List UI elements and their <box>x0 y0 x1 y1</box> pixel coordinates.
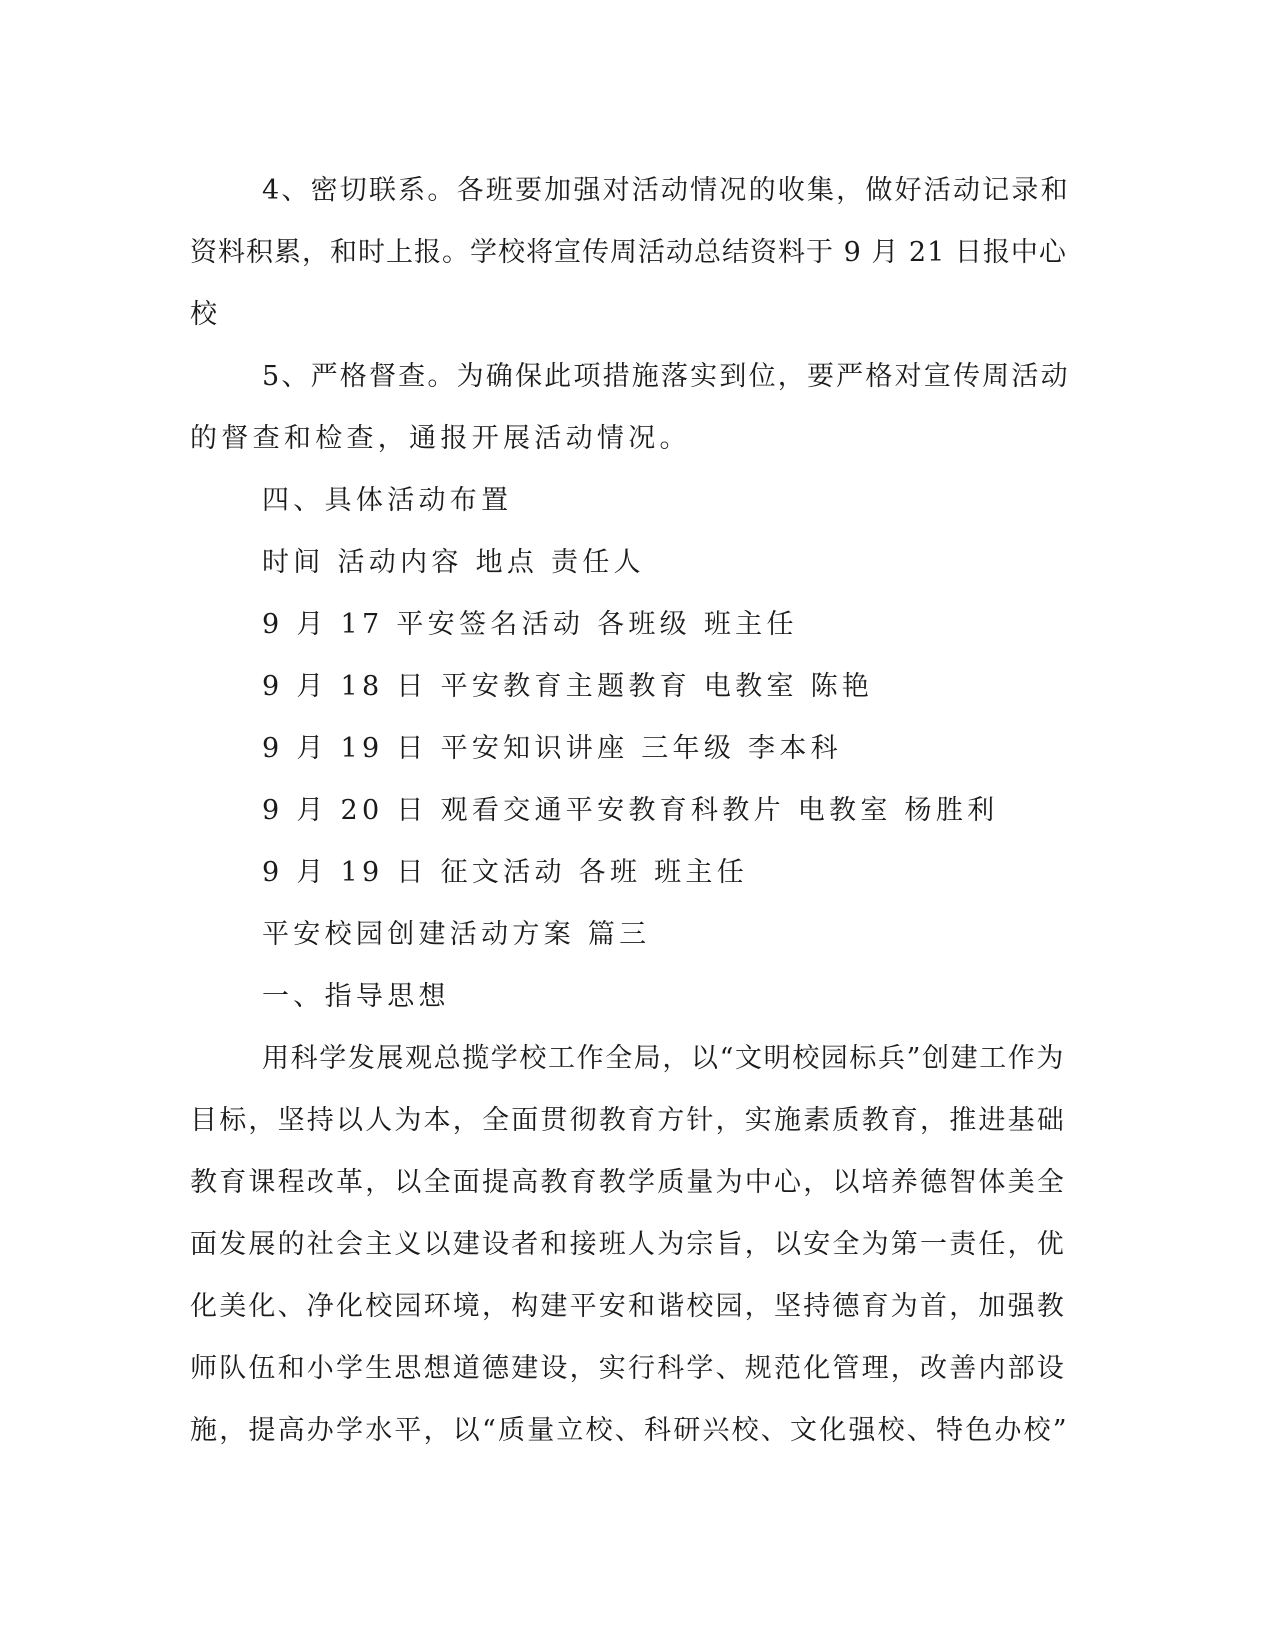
section-heading-activities: 四、具体活动布置 <box>262 485 513 516</box>
guiding-paragraph-line: 师队伍和小学生思想道德建设，实行科学、规范化管理，改善内部设 <box>190 1353 1066 1384</box>
section-heading-guiding-ideology: 一、指导思想 <box>262 981 450 1012</box>
schedule-row: 9 月 17 平安签名活动 各班级 班主任 <box>262 609 798 640</box>
paragraph-5-line-1: 5、严格督查。为确保此项措施落实到位，要严格对宣传周活动 <box>262 361 1070 392</box>
guiding-paragraph-line: 施，提高办学水平，以“质量立校、科研兴校、文化强校、特色办校” <box>190 1415 1069 1446</box>
guiding-paragraph-line: 面发展的社会主义以建设者和接班人为宗旨，以安全为第一责任，优 <box>190 1229 1066 1260</box>
schedule-header-row: 时间 活动内容 地点 责任人 <box>262 547 645 578</box>
plan-title-part-3: 平安校园创建活动方案 篇三 <box>262 919 651 950</box>
guiding-paragraph-line: 目标，坚持以人为本，全面贯彻教育方针，实施素质教育，推进基础 <box>190 1105 1066 1136</box>
guiding-paragraph-line: 用科学发展观总揽学校工作全局，以“文明校园标兵”创建工作为 <box>262 1043 1066 1074</box>
schedule-row: 9 月 20 日 观看交通平安教育科教片 电教室 杨胜利 <box>262 795 999 826</box>
schedule-row: 9 月 19 日 平安知识讲座 三年级 李本科 <box>262 733 842 764</box>
paragraph-4-line-2: 资料积累，和时上报。学校将宣传周活动总结资料于 9 月 21 日报中心 <box>190 237 1067 268</box>
schedule-row: 9 月 18 日 平安教育主题教育 电教室 陈艳 <box>262 671 874 702</box>
paragraph-4-line-1: 4、密切联系。各班要加强对活动情况的收集，做好活动记录和 <box>262 175 1070 206</box>
schedule-row: 9 月 19 日 征文活动 各班 班主任 <box>262 857 749 888</box>
guiding-paragraph-line: 教育课程改革，以全面提高教育教学质量为中心，以培养德智体美全 <box>190 1167 1066 1198</box>
paragraph-4-line-3: 校 <box>190 299 222 330</box>
guiding-paragraph-line: 化美化、净化校园环境，构建平安和谐校园，坚持德育为首，加强教 <box>190 1291 1066 1322</box>
paragraph-5-line-2: 的督查和检查，通报开展活动情况。 <box>190 423 691 454</box>
document-body <box>190 160 1070 1462</box>
